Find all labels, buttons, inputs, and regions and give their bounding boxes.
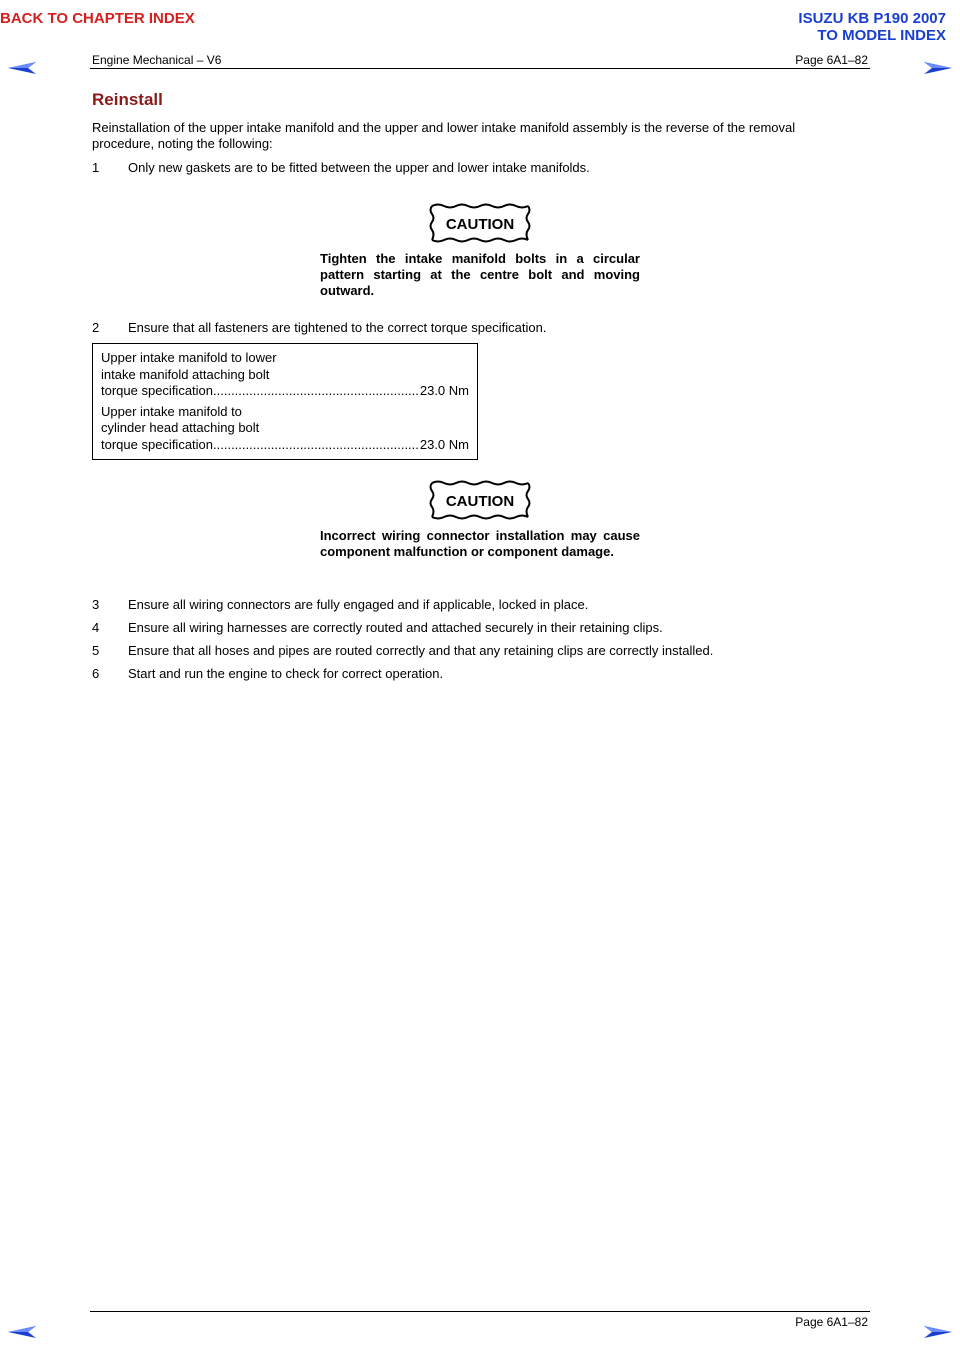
caution-label: CAUTION bbox=[445, 216, 515, 233]
previous-page-arrow-icon[interactable] bbox=[4, 1322, 38, 1342]
spec-value-line bbox=[101, 437, 469, 454]
step-number: 6 bbox=[92, 666, 100, 681]
step-text: Ensure all wiring harnesses are correctly routed and attached securely in their retaining clips. bbox=[128, 620, 663, 635]
spec-label: torque specification bbox=[101, 383, 214, 398]
header-divider bbox=[90, 68, 870, 69]
caution-frame-icon bbox=[428, 202, 532, 244]
step-text: Only new gaskets are to be fitted between the upper and lower intake manifolds. bbox=[128, 160, 590, 175]
header-chapter-title: Engine Mechanical – V6 bbox=[92, 53, 222, 67]
spec-entry bbox=[101, 350, 469, 400]
leader-dots bbox=[213, 383, 420, 400]
spec-label-line: cylinder head attaching bolt bbox=[101, 420, 260, 435]
intro-paragraph: Reinstallation of the upper intake manifold and the upper and lower intake manifold assembly is the reverse of the removal procedure, noting the following: bbox=[92, 120, 796, 151]
caution-frame-icon bbox=[428, 479, 532, 521]
section-title: Reinstall bbox=[92, 90, 163, 109]
header-page-number: Page 6A1–82 bbox=[795, 53, 868, 67]
caution-label: CAUTION bbox=[445, 493, 515, 510]
footer-divider bbox=[90, 1311, 870, 1312]
step-number: 4 bbox=[92, 620, 100, 635]
spec-value: 23.0 Nm bbox=[419, 436, 469, 452]
caution-badge bbox=[428, 479, 532, 521]
back-to-chapter-index-link[interactable]: BACK TO CHAPTER INDEX bbox=[0, 10, 195, 27]
caution-badge bbox=[428, 202, 532, 244]
step-item bbox=[92, 597, 852, 613]
next-page-arrow-icon[interactable] bbox=[922, 58, 956, 78]
spec-label: torque specification bbox=[101, 436, 214, 452]
step-number: 1 bbox=[92, 160, 100, 175]
step-number: 3 bbox=[92, 597, 100, 612]
spec-value: 23.0 Nm bbox=[419, 383, 469, 398]
previous-page-arrow-icon[interactable] bbox=[4, 58, 38, 78]
step-item bbox=[92, 320, 852, 336]
footer-page-number: Page 6A1–82 bbox=[795, 1315, 868, 1329]
step-text: Ensure that all hoses and pipes are routed correctly and that any retaining clips are correctly installed. bbox=[128, 643, 714, 658]
spec-label-line: intake manifold attaching bolt bbox=[101, 366, 270, 382]
model-title[interactable]: ISUZU KB P190 2007 bbox=[798, 10, 946, 27]
spec-label-line: Upper intake manifold to lower bbox=[101, 350, 277, 365]
torque-spec-box bbox=[92, 343, 478, 460]
spec-label-line: Upper intake manifold to bbox=[101, 403, 242, 419]
leader-dots bbox=[213, 437, 420, 454]
caution-text: Tighten the intake manifold bolts in a circular pattern starting at the centre bolt and moving outward. bbox=[320, 251, 640, 298]
step-text: Ensure all wiring connectors are fully engaged and if applicable, locked in place. bbox=[128, 597, 589, 612]
step-number: 5 bbox=[92, 643, 100, 658]
step-item bbox=[92, 643, 852, 659]
to-model-index-link[interactable]: TO MODEL INDEX bbox=[817, 27, 946, 44]
model-index-block[interactable] bbox=[798, 10, 946, 44]
step-number: 2 bbox=[92, 320, 100, 335]
spec-entry bbox=[101, 404, 469, 454]
step-item bbox=[92, 160, 852, 176]
caution-text: Incorrect wiring connector installation may cause component malfunction or component damage. bbox=[320, 528, 640, 559]
step-item bbox=[92, 620, 852, 636]
step-text: Ensure that all fasteners are tightened to the correct torque specification. bbox=[128, 320, 547, 335]
step-item bbox=[92, 666, 852, 682]
step-text: Start and run the engine to check for correct operation. bbox=[128, 666, 444, 681]
next-page-arrow-icon[interactable] bbox=[922, 1322, 956, 1342]
spec-value-line bbox=[101, 383, 469, 400]
